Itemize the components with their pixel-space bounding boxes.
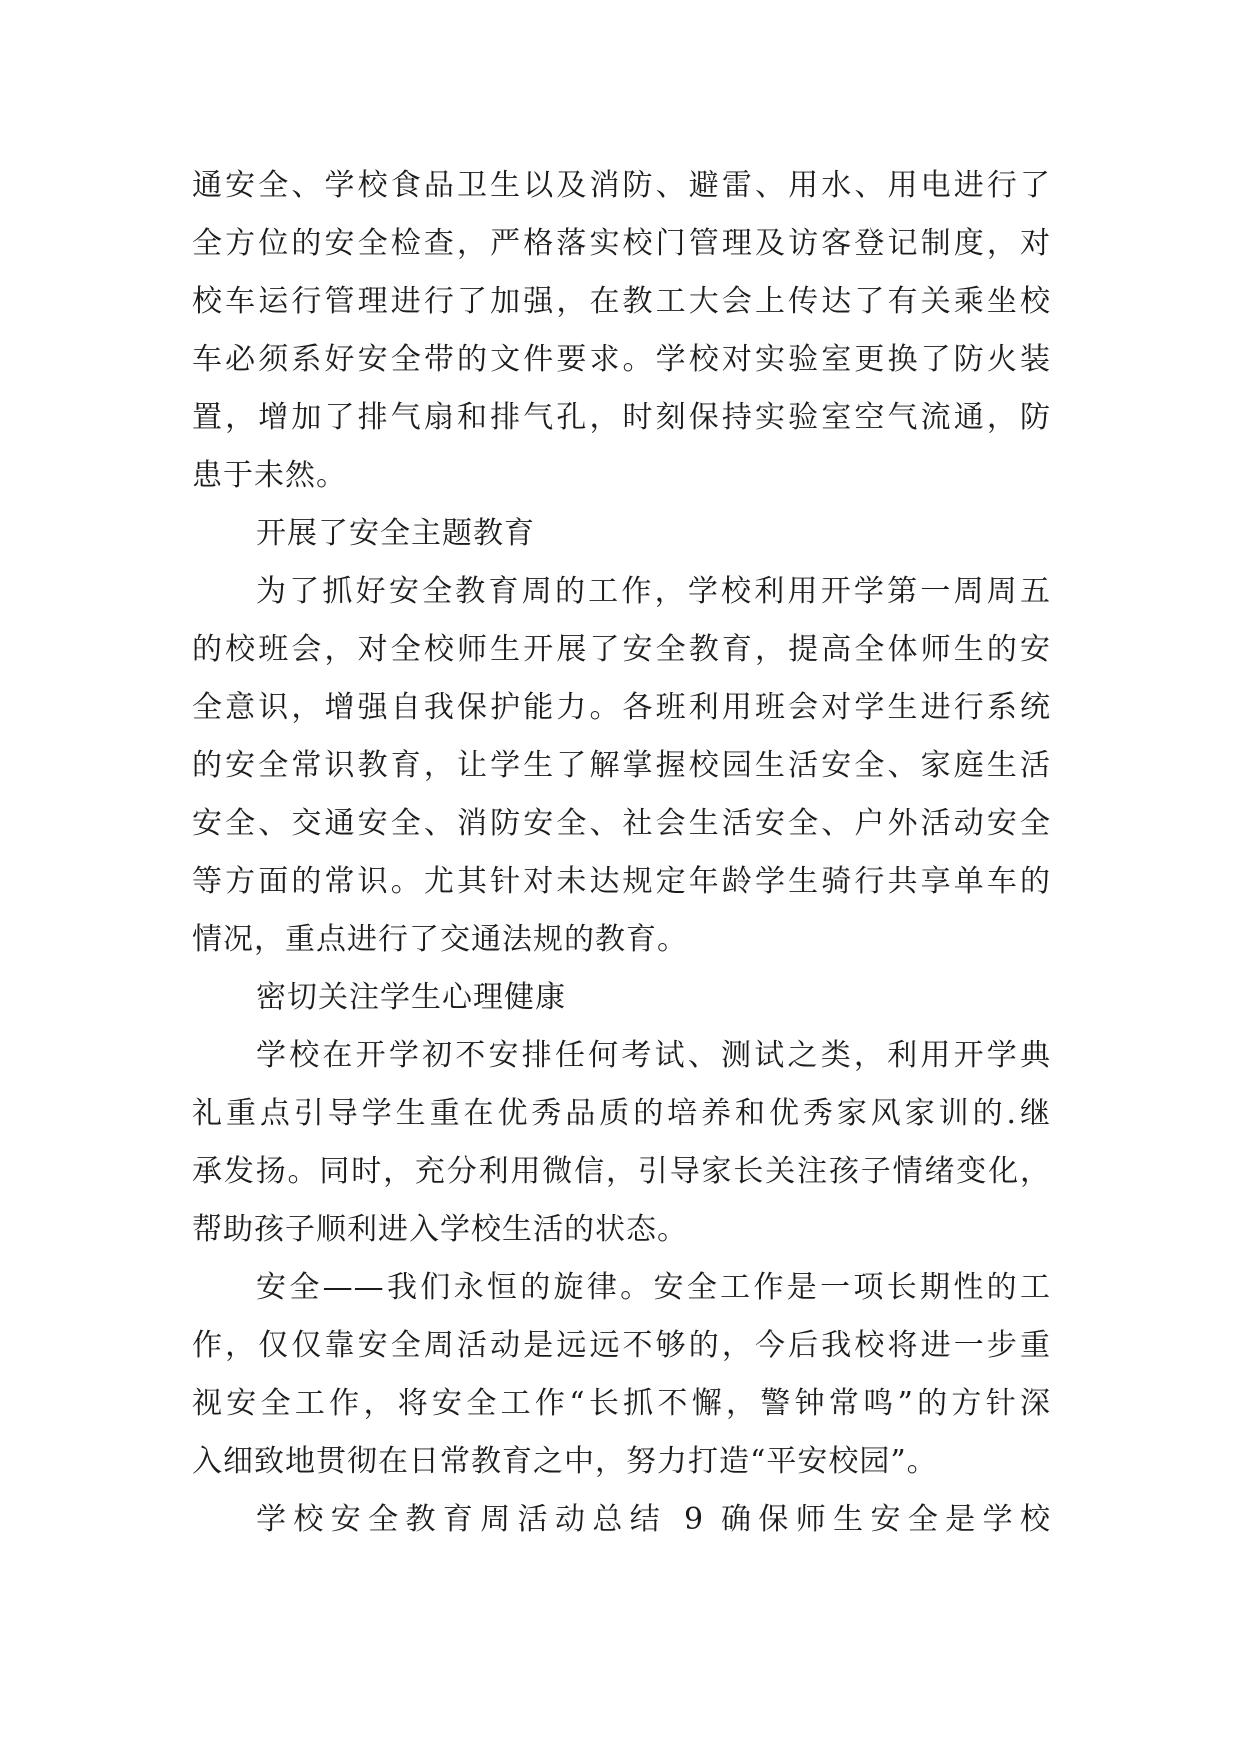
text-line: 学校安全教育周活动总结 9 确保师生安全是学校 [256,1502,1051,1537]
text-line: 置，增加了排气扇和排气孔，时刻保持实验室空气流通，防 [192,400,1051,435]
text-line: 安全——我们永恒的旋律。安全工作是一项长期性的工 [256,1270,1051,1305]
text-line: 承发扬。同时，充分利用微信，引导家长关注孩子情绪变化， [192,1154,1051,1189]
text-line: 入细致地贯彻在日常教育之中，努力打造“平安校园”。 [192,1444,938,1479]
text-line: 全意识，增强自我保护能力。各班利用班会对学生进行系统 [192,690,1051,725]
text-line: 通安全、学校食品卫生以及消防、避雷、用水、用电进行了 [192,168,1051,203]
text-line: 视安全工作，将安全工作“长抓不懈，警钟常鸣”的方针深 [192,1386,1051,1421]
text-line: 情况，重点进行了交通法规的教育。 [192,922,688,957]
text-line: 学校在开学初不安排任何考试、测试之类，利用开学典 [256,1038,1051,1073]
text-line: 患于未然。 [192,458,347,493]
text-line: 全方位的安全检查，严格落实校门管理及访客登记制度，对 [192,226,1051,261]
text-line: 的安全常识教育，让学生了解掌握校园生活安全、家庭生活 [192,748,1051,783]
text-line: 为了抓好安全教育周的工作，学校利用开学第一周周五 [256,574,1051,609]
text-line: 作，仅仅靠安全周活动是远远不够的，今后我校将进一步重 [192,1328,1051,1363]
text-line: 校车运行管理进行了加强，在教工大会上传达了有关乘坐校 [192,284,1051,319]
document-body [192,157,1051,1549]
text-line: 的校班会，对全校师生开展了安全教育，提高全体师生的安 [192,632,1051,667]
text-line: 安全、交通安全、消防安全、社会生活安全、户外活动安全 [192,806,1051,841]
text-line: 等方面的常识。尤其针对未达规定年龄学生骑行共享单车的 [192,864,1051,899]
text-line: 帮助孩子顺利进入学校生活的状态。 [192,1212,688,1247]
text-line: 车必须系好安全带的文件要求。学校对实验室更换了防火装 [192,342,1051,377]
text-line: 礼重点引导学生重在优秀品质的培养和优秀家风家训的.继 [192,1096,1051,1131]
section-heading: 开展了安全主题教育 [256,516,535,551]
section-heading: 密切关注学生心理健康 [256,980,566,1015]
